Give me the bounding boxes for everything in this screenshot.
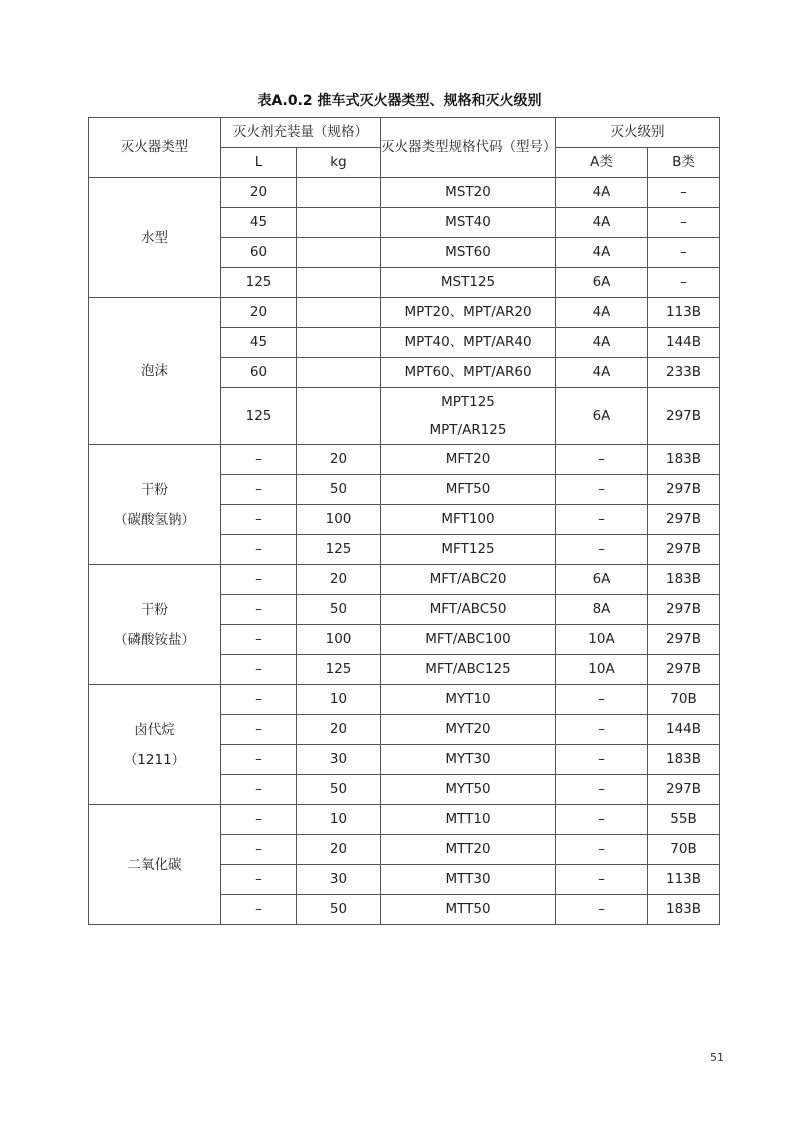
extinguisher-type-cell: [89, 685, 221, 805]
extinguisher-type-label: 干粉: [141, 481, 168, 498]
cell-kg: [297, 298, 381, 328]
cell-code: [381, 625, 556, 655]
cell-liters: 45: [221, 328, 297, 358]
cell-kg: 125: [297, 535, 381, 565]
cell-liters: –: [221, 685, 297, 715]
code-line: MFT/ABC20: [429, 571, 507, 587]
cell-class-a: –: [556, 445, 648, 475]
table-row: [89, 178, 720, 208]
cell-kg: [297, 238, 381, 268]
header-class-a: A类: [556, 148, 648, 178]
cell-class-b: 144B: [648, 328, 720, 358]
cell-liters: 45: [221, 208, 297, 238]
cell-liters: –: [221, 475, 297, 505]
cell-code: [381, 805, 556, 835]
cell-class-a: 4A: [556, 238, 648, 268]
cell-liters: –: [221, 565, 297, 595]
cell-liters: –: [221, 775, 297, 805]
cell-code: [381, 745, 556, 775]
header-liters: L: [221, 148, 297, 178]
page-number: 51: [710, 1051, 724, 1064]
table-row: [89, 298, 720, 328]
cell-kg: [297, 268, 381, 298]
cell-liters: 20: [221, 298, 297, 328]
cell-class-a: –: [556, 775, 648, 805]
extinguisher-type-label: （碳酸氢钠）: [114, 511, 195, 528]
cell-kg: [297, 358, 381, 388]
cell-code: [381, 268, 556, 298]
cell-class-b: 297B: [648, 775, 720, 805]
header-code: 灭火器类型规格代码（型号）: [381, 118, 556, 178]
code-line: MPT125: [441, 394, 495, 410]
cell-kg: [297, 208, 381, 238]
cell-class-b: –: [648, 238, 720, 268]
code-line: MST125: [440, 274, 496, 290]
cell-liters: 20: [221, 178, 297, 208]
cell-class-a: 4A: [556, 178, 648, 208]
cell-kg: 100: [297, 505, 381, 535]
cell-class-a: 6A: [556, 565, 648, 595]
cell-code: [381, 565, 556, 595]
cell-class-a: –: [556, 865, 648, 895]
cell-class-a: –: [556, 805, 648, 835]
table-body: [89, 178, 720, 925]
cell-code: [381, 178, 556, 208]
table-row: [89, 445, 720, 475]
code-line: MPT40、MPT/AR40: [404, 334, 532, 350]
cell-liters: –: [221, 505, 297, 535]
code-line: MFT125: [441, 541, 495, 557]
cell-liters: –: [221, 895, 297, 925]
cell-kg: 125: [297, 655, 381, 685]
cell-code: [381, 535, 556, 565]
cell-class-b: 70B: [648, 685, 720, 715]
extinguisher-type-label: 水型: [141, 229, 168, 246]
code-line: MFT/ABC100: [425, 631, 511, 647]
cell-kg: 100: [297, 625, 381, 655]
cell-class-a: –: [556, 475, 648, 505]
extinguisher-type-label: 干粉: [141, 601, 168, 618]
cell-liters: –: [221, 595, 297, 625]
cell-liters: 125: [221, 388, 297, 445]
cell-kg: 10: [297, 805, 381, 835]
cell-code: [381, 895, 556, 925]
cell-code: [381, 358, 556, 388]
cell-liters: –: [221, 625, 297, 655]
cell-class-a: 4A: [556, 298, 648, 328]
code-line: MTT30: [445, 871, 491, 887]
cell-class-a: 10A: [556, 655, 648, 685]
cell-class-b: 183B: [648, 565, 720, 595]
extinguisher-type-cell: [89, 805, 221, 925]
cell-code: [381, 655, 556, 685]
cell-kg: [297, 178, 381, 208]
cell-kg: 50: [297, 595, 381, 625]
cell-class-b: 70B: [648, 835, 720, 865]
cell-kg: 50: [297, 895, 381, 925]
extinguisher-type-label: （1211）: [123, 751, 186, 768]
cell-class-b: 297B: [648, 595, 720, 625]
cell-code: [381, 298, 556, 328]
cell-kg: 20: [297, 565, 381, 595]
table-header: [89, 118, 720, 178]
cell-class-b: –: [648, 268, 720, 298]
table-row: [89, 805, 720, 835]
cell-class-b: 183B: [648, 445, 720, 475]
cell-class-b: –: [648, 178, 720, 208]
cell-kg: 50: [297, 775, 381, 805]
cell-liters: 60: [221, 358, 297, 388]
code-line: MYT20: [445, 721, 491, 737]
cell-class-a: –: [556, 505, 648, 535]
cell-class-a: 4A: [556, 358, 648, 388]
code-line: MYT30: [445, 751, 491, 767]
extinguisher-type-label: 二氧化碳: [127, 856, 182, 873]
code-line: MFT/ABC50: [429, 601, 507, 617]
cell-class-b: 297B: [648, 535, 720, 565]
code-line: MFT20: [445, 451, 491, 467]
cell-liters: –: [221, 745, 297, 775]
cell-code: [381, 208, 556, 238]
header-rating: 灭火级别: [556, 118, 720, 148]
cell-class-b: 297B: [648, 625, 720, 655]
cell-kg: 30: [297, 865, 381, 895]
cell-class-a: 10A: [556, 625, 648, 655]
cell-class-a: 4A: [556, 328, 648, 358]
cell-class-a: –: [556, 895, 648, 925]
cell-class-b: 113B: [648, 865, 720, 895]
code-line: MYT50: [445, 781, 491, 797]
code-line: MST20: [445, 184, 491, 200]
code-line: MFT50: [445, 481, 491, 497]
extinguisher-type-label: 卤代烷: [134, 721, 175, 738]
code-line: MTT50: [445, 901, 491, 917]
cell-code: [381, 595, 556, 625]
cell-kg: 30: [297, 745, 381, 775]
table-title: 表A.0.2 推车式灭火器类型、规格和灭火级别: [257, 93, 542, 109]
extinguisher-spec-table: [88, 117, 720, 925]
cell-code: [381, 865, 556, 895]
cell-class-a: –: [556, 715, 648, 745]
code-line: MST60: [445, 244, 491, 260]
cell-class-a: 6A: [556, 268, 648, 298]
cell-code: [381, 505, 556, 535]
table-row: [89, 565, 720, 595]
cell-liters: –: [221, 655, 297, 685]
cell-class-a: –: [556, 535, 648, 565]
code-line: MPT/AR125: [429, 422, 507, 438]
cell-kg: [297, 388, 381, 445]
code-line: MST40: [445, 214, 491, 230]
cell-liters: –: [221, 715, 297, 745]
cell-class-b: 113B: [648, 298, 720, 328]
cell-liters: 125: [221, 268, 297, 298]
cell-class-a: 8A: [556, 595, 648, 625]
code-line: MFT100: [441, 511, 495, 527]
header-kg: kg: [297, 148, 381, 178]
extinguisher-type-label: 泡沫: [141, 363, 168, 379]
cell-kg: [297, 328, 381, 358]
cell-kg: 20: [297, 835, 381, 865]
cell-liters: 60: [221, 238, 297, 268]
extinguisher-type-cell: [89, 565, 221, 685]
extinguisher-type-cell: [89, 445, 221, 565]
header-type: 灭火器类型: [89, 118, 221, 178]
code-line: MTT10: [445, 811, 491, 827]
cell-class-a: 6A: [556, 388, 648, 445]
cell-liters: –: [221, 865, 297, 895]
cell-code: [381, 775, 556, 805]
cell-class-a: –: [556, 685, 648, 715]
extinguisher-type-cell: [89, 298, 221, 445]
cell-class-b: 297B: [648, 655, 720, 685]
cell-kg: 20: [297, 715, 381, 745]
cell-liters: –: [221, 835, 297, 865]
cell-code: [381, 685, 556, 715]
header-class-b: B类: [648, 148, 720, 178]
cell-kg: 50: [297, 475, 381, 505]
cell-code: [381, 715, 556, 745]
extinguisher-type-cell: [89, 178, 221, 298]
cell-liters: –: [221, 445, 297, 475]
cell-liters: –: [221, 535, 297, 565]
cell-code: [381, 238, 556, 268]
header-charge: 灭火剂充装量（规格）: [221, 118, 381, 148]
cell-class-b: 183B: [648, 745, 720, 775]
cell-class-b: 233B: [648, 358, 720, 388]
extinguisher-type-label: （磷酸铵盐）: [114, 631, 195, 648]
cell-class-b: 297B: [648, 388, 720, 445]
cell-class-a: –: [556, 745, 648, 775]
cell-class-b: –: [648, 208, 720, 238]
cell-class-b: 183B: [648, 895, 720, 925]
table-row: [89, 685, 720, 715]
cell-class-b: 297B: [648, 505, 720, 535]
code-line: MTT20: [445, 841, 491, 857]
cell-kg: 10: [297, 685, 381, 715]
code-line: MPT20、MPT/AR20: [404, 304, 532, 320]
code-line: MYT10: [445, 691, 491, 707]
cell-kg: 20: [297, 445, 381, 475]
cell-class-b: 297B: [648, 475, 720, 505]
cell-code: [381, 388, 556, 445]
cell-class-a: 4A: [556, 208, 648, 238]
code-line: MFT/ABC125: [425, 661, 511, 677]
cell-code: [381, 445, 556, 475]
cell-class-a: –: [556, 835, 648, 865]
cell-code: [381, 328, 556, 358]
code-line: MPT60、MPT/AR60: [404, 364, 532, 380]
cell-class-b: 144B: [648, 715, 720, 745]
cell-liters: –: [221, 805, 297, 835]
cell-code: [381, 835, 556, 865]
cell-class-b: 55B: [648, 805, 720, 835]
cell-code: [381, 475, 556, 505]
